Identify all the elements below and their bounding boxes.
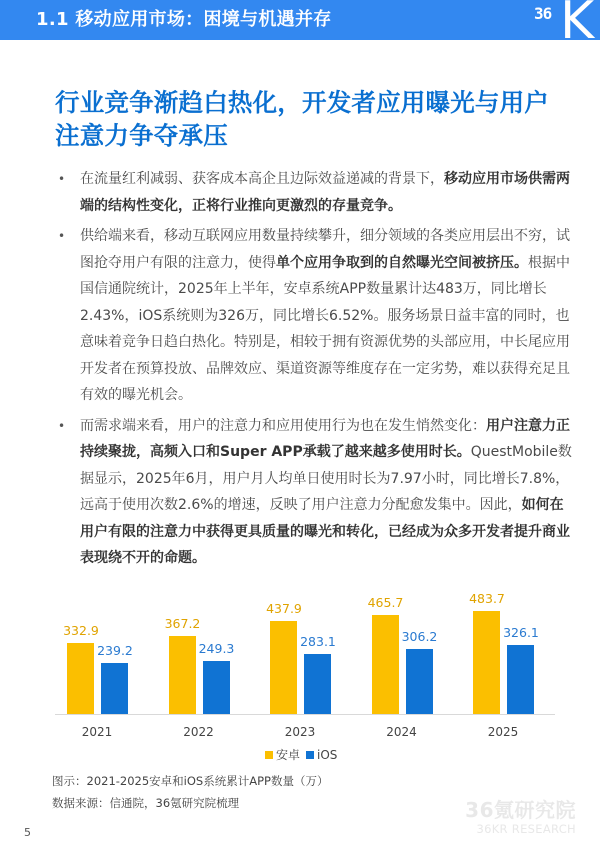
x-axis-label: 2025 bbox=[487, 725, 519, 739]
logo-number: 36 bbox=[534, 4, 552, 23]
data-label: 239.2 bbox=[97, 643, 133, 658]
bullet-dot-icon: • bbox=[58, 172, 66, 186]
data-label: 367.2 bbox=[164, 616, 201, 631]
data-source: 数据来源：信通院，36氪研究院梳理 bbox=[52, 796, 240, 810]
legend-swatch-icon bbox=[306, 751, 314, 759]
legend-item-android bbox=[265, 746, 300, 763]
bullet-text: QuestMobile数据显示，2025年6月，用户月人均单日使用时长为7.97小时，同比增长7.8%，远高于使用次数2.6%的增速，反映了用户注意力分配愈发集中。因此， bbox=[80, 444, 572, 513]
logo-letter: K bbox=[560, 0, 595, 48]
data-label: 249.3 bbox=[198, 641, 235, 656]
legend-label: iOS bbox=[317, 747, 338, 762]
watermark bbox=[465, 798, 576, 836]
bar-ios-2024 bbox=[406, 649, 433, 714]
legend-label: 安卓 bbox=[276, 748, 301, 762]
bar-ios-2022 bbox=[203, 661, 230, 714]
chart-legend bbox=[265, 746, 337, 763]
bullet-text-bold: 如何在用户有限的注意力中获得更具质量的曝光和转化，已经成为众多开发者提升商业表现绕不开的命题。 bbox=[80, 497, 570, 566]
data-label: 326.1 bbox=[503, 625, 539, 640]
watermark-cn: 36氪研究院 bbox=[465, 798, 576, 822]
36kr-logo bbox=[530, 0, 600, 48]
header-bar bbox=[0, 0, 600, 48]
x-axis-label: 2023 bbox=[284, 725, 316, 739]
bullet-dot-icon: • bbox=[58, 418, 66, 433]
x-axis-label: 2022 bbox=[183, 725, 214, 739]
watermark-en: 36KR RESEARCH bbox=[476, 822, 576, 836]
bullet-text-bold: 移动应用市场供需两端的结构性变化，正将行业推向更激烈的存量竞争。 bbox=[80, 171, 570, 214]
data-label: 437.9 bbox=[266, 601, 302, 616]
bullet-item bbox=[56, 413, 576, 572]
bullet-list bbox=[56, 166, 576, 576]
bullet-text-bold: 用户注意力正持续聚拢，高频入口和Super APP承载了越来越多使用时长。 bbox=[80, 417, 570, 460]
page-number: 5 bbox=[24, 826, 31, 839]
chart-caption bbox=[52, 770, 328, 814]
bullet-text: 根据中国信通院统计，2025年上半年，安卓系统APP数量累计达483万，同比增长2.43%，iOS系统则为326万，同比增长6.52%。服务场景日益丰富的同时，也意味着竞争日趋白热化。特别是，相较于拥有资源优势的头部应用，中长尾应用开发者在预算投放、品牌效应、渠道资源等维度存在一定劣势，难以获得充足且有效的曝光机会。 bbox=[80, 254, 570, 403]
data-label: 306.2 bbox=[401, 629, 438, 644]
bullet-item bbox=[56, 223, 576, 409]
bar-ios-2023 bbox=[304, 654, 331, 714]
bar-ios-2025 bbox=[507, 645, 534, 714]
bullet-text: 在流量红利减弱、获客成本高企且边际效益递减的背景下， bbox=[80, 171, 444, 187]
data-label: 283.1 bbox=[300, 634, 336, 649]
x-axis-label: 2021 bbox=[81, 725, 113, 739]
x-axis-label: 2024 bbox=[386, 725, 417, 739]
bullet-text: 供给端来看，移动互联网应用数量持续攀升，细分领域的各类应用层出不穷，试图抢夺用户有限的注意力，使得 bbox=[80, 228, 570, 271]
bullet-text: 而需求端来看，用户的注意力和应用使用行为也在发生悄然变化： bbox=[80, 417, 486, 434]
bullet-dot-icon: • bbox=[58, 229, 66, 243]
bar-chart bbox=[55, 570, 555, 740]
page-heading: 行业竞争渐趋白热化，开发者应用曝光与用户注意力争夺承压 bbox=[55, 88, 549, 150]
chart-baseline bbox=[55, 714, 555, 715]
bar-ios-2021 bbox=[101, 663, 128, 714]
data-label: 332.9 bbox=[63, 623, 99, 638]
bullet-text-bold: 单个应用争取到的自然曝光空间被挤压。 bbox=[276, 254, 528, 271]
data-label: 483.7 bbox=[469, 591, 505, 606]
section-title: 1.1 移动应用市场：困境与机遇并存 bbox=[36, 9, 332, 30]
legend-swatch-icon bbox=[265, 751, 273, 759]
figure-caption: 图示：2021-2025安卓和iOS系统累计APP数量（万） bbox=[52, 774, 329, 788]
data-label: 465.7 bbox=[367, 595, 404, 610]
bullet-item bbox=[56, 166, 576, 219]
legend-item-ios bbox=[306, 748, 337, 762]
